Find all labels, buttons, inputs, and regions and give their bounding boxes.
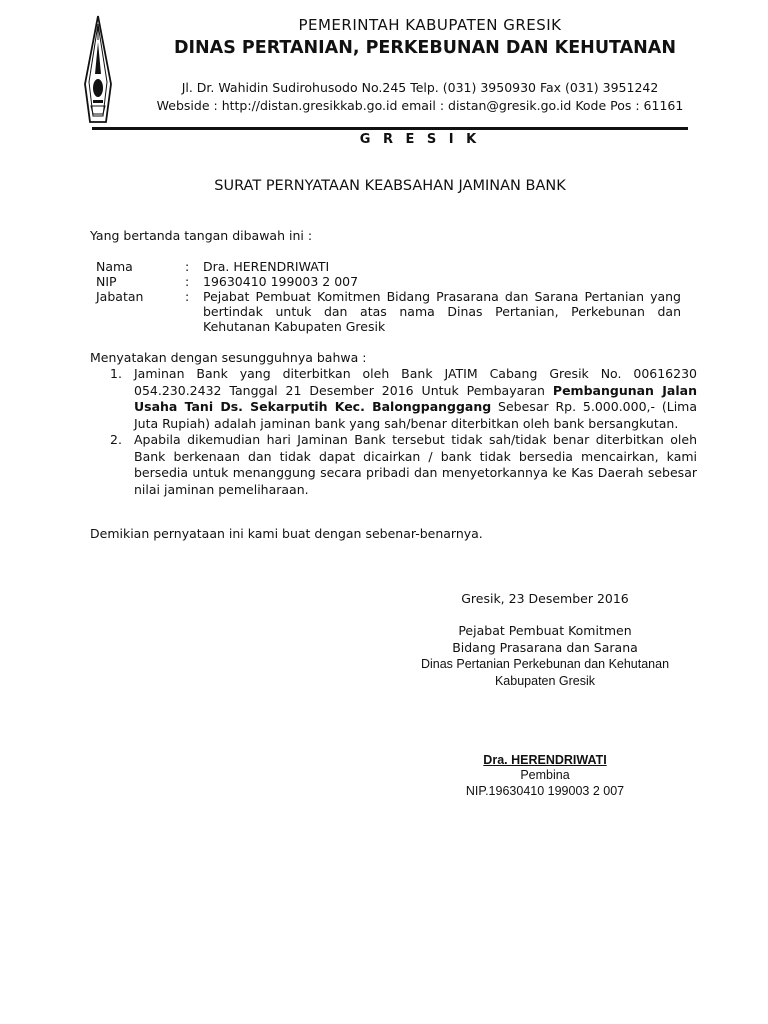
identity-label: Nama [96, 259, 133, 274]
signature-role-line: Kabupaten Gresik [494, 673, 596, 688]
list-item-number: 2. [110, 432, 122, 447]
closing-text: Demikian pernyataan ini kami buat dengan sebenar-benarnya. [90, 526, 483, 541]
list-item-text-part: Sebesar Rp. 5.000.000,- (Lima Juta Rupiah) adalah jaminan bank yang sah/benar diterbitkan oleh bank bersangkutan. [134, 399, 697, 431]
list-item [110, 366, 697, 432]
signature-role [404, 623, 686, 689]
signature-place-date: Gresik, 23 Desember 2016 [461, 591, 629, 606]
identity-label: NIP [96, 274, 117, 289]
list-item-number: 1. [110, 366, 122, 381]
identity-row-name [96, 259, 681, 274]
identity-value: 19630410 199003 2 007 [203, 274, 359, 289]
header-government: PEMERINTAH KABUPATEN GRESIK [298, 16, 562, 34]
statement-intro: Menyatakan dengan sesungguhnya bahwa : [90, 350, 367, 365]
identity-row-position [96, 289, 681, 334]
statement-list [110, 366, 697, 498]
list-item [110, 432, 697, 498]
signatory-rank: Pembina [520, 768, 570, 782]
signatory-nip: NIP.19630410 199003 2 007 [465, 784, 625, 798]
identity-value: Dra. HERENDRIWATI [203, 259, 330, 274]
header-address: Jl. Dr. Wahidin Sudirohusodo No.245 Telp. (031) 3950930 Fax (031) 3951242 [181, 80, 659, 95]
header-department: DINAS PERTANIAN, PERKEBUNAN DAN KEHUTANAN [174, 38, 676, 58]
signature-role-line: Bidang Prasarana dan Sarana [452, 639, 638, 655]
list-item-text: Apabila dikemudian hari Jaminan Bank tersebut tidak sah/tidak benar diterbitkan oleh Bank berkenaan dan tidak dapat dicairkan / bank tidak bersedia mencairkan, kami bersedia untuk menanggung secara pribadi dan menyetorkannya ke Kas Daerah sebesar nilai jaminan pemeliharaan. [134, 432, 697, 497]
header-website: Webside : http://distan.gresikkab.go.id email : distan@gresik.go.id Kode Pos : 61161 [156, 98, 684, 113]
regency-emblem-icon [82, 14, 114, 126]
project-name: Pembangunan Jalan Usaha Tani Ds. Sekarputih Kec. Balongpanggang [134, 382, 697, 414]
identity-colon: : [185, 274, 190, 289]
signatory-name: Dra. HERENDRIWATI [483, 753, 607, 767]
identity-value: Pejabat Pembuat Komitmen Bidang Prasarana dan Sarana Pertanian yang bertindak untuk dan atas nama Dinas Pertanian, Perkebunan dan Kehutanan Kabupaten Gresik [203, 289, 681, 334]
list-item-text-part: Jaminan Bank yang diterbitkan oleh Bank JATIM Cabang Gresik No. 00616230 054.230.2432 Tanggal 21 Desember 2016 Untuk Pembayaran [134, 366, 697, 398]
identity-colon: : [185, 259, 190, 274]
list-item-text [134, 366, 697, 432]
header-divider [92, 127, 688, 130]
signature-role-line: Dinas Pertanian Perkebunan dan Kehutanan [420, 657, 670, 671]
identity-table [96, 259, 681, 334]
identity-row-nip [96, 274, 681, 289]
identity-colon: : [185, 289, 190, 304]
identity-label: Jabatan [96, 289, 144, 304]
header-city: G R E S I K [359, 132, 481, 147]
signature-role-line: Pejabat Pembuat Komitmen [458, 623, 632, 638]
intro-text: Yang bertanda tangan dibawah ini : [90, 228, 313, 243]
document-title: SURAT PERNYATAAN KEABSAHAN JAMINAN BANK [214, 178, 566, 194]
